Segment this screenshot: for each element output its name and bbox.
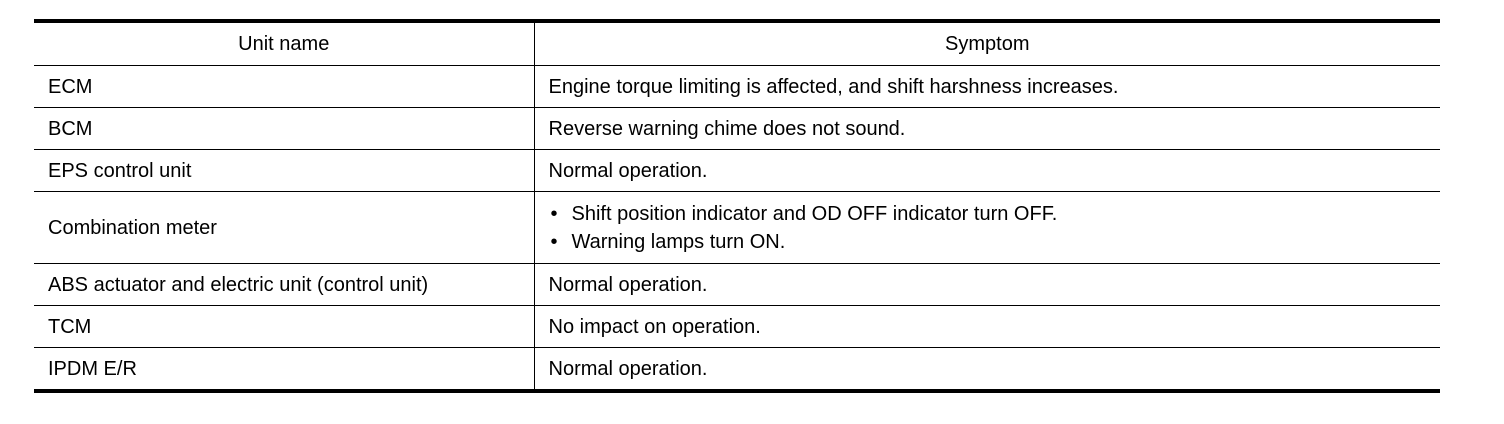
table-row [34, 150, 1440, 192]
table-row [34, 108, 1440, 150]
table-row [34, 348, 1440, 392]
table-header-row [34, 21, 1440, 66]
column-header-symptom: Symptom [534, 21, 1440, 66]
symptom-bullet-item: • Warning lamps turn ON. [549, 228, 1427, 256]
unit-name-cell: TCM [34, 306, 534, 348]
column-header-unit-name: Unit name [34, 21, 534, 66]
symptom-cell: Normal operation. [534, 264, 1440, 306]
symptom-table [34, 19, 1440, 393]
symptom-cell: No impact on operation. [534, 306, 1440, 348]
unit-name-cell: EPS control unit [34, 150, 534, 192]
table-row [34, 306, 1440, 348]
table-row [34, 264, 1440, 306]
symptom-cell: Engine torque limiting is affected, and shift harshness increases. [534, 66, 1440, 108]
symptom-cell: Normal operation. [534, 348, 1440, 392]
unit-name-cell: ECM [34, 66, 534, 108]
table-row [34, 66, 1440, 108]
symptom-cell [534, 192, 1440, 264]
symptom-bullet-item: • Shift position indicator and OD OFF indicator turn OFF. [549, 200, 1427, 228]
table-row [34, 192, 1440, 264]
symptom-cell: Normal operation. [534, 150, 1440, 192]
unit-name-cell: BCM [34, 108, 534, 150]
unit-name-cell: Combination meter [34, 192, 534, 264]
symptom-bullet-list [549, 200, 1427, 256]
unit-name-cell: ABS actuator and electric unit (control unit) [34, 264, 534, 306]
unit-name-cell: IPDM E/R [34, 348, 534, 392]
symptom-cell: Reverse warning chime does not sound. [534, 108, 1440, 150]
